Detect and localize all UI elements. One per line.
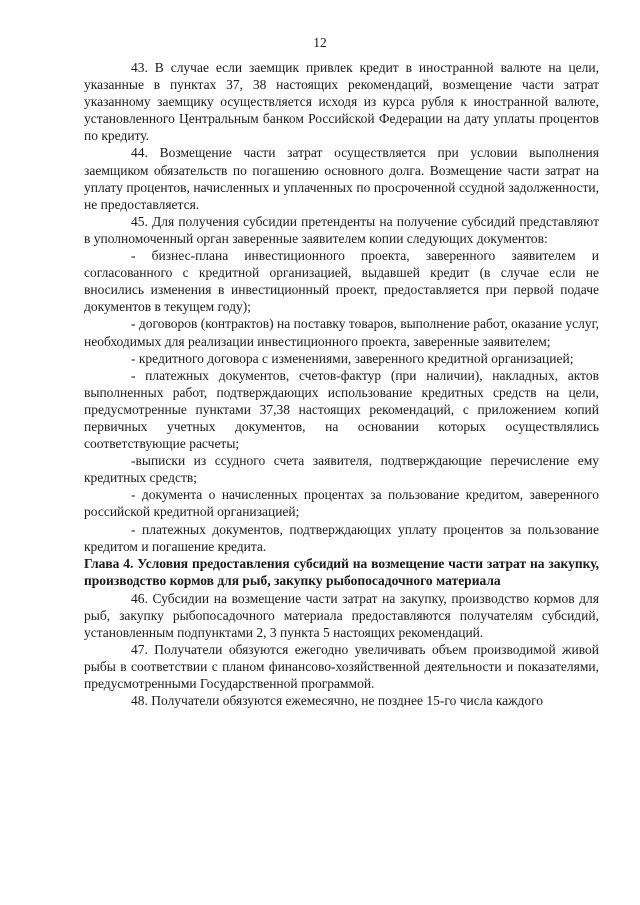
list-item-payment-documents: - платежных документов, счетов-фактур (при наличии), накладных, актов выполненных работ, подтверждающих использование кредитных средств на цели, предусмотренные пунктами 37,38 настоящих рекомендаций, с приложением копий первичных учетных документов, на основании которых осуществлялись соответствующие расчеты;: [84, 367, 599, 452]
document-body: [84, 59, 599, 709]
page-number: 12: [313, 35, 327, 50]
paragraph-43: 43. В случае если заемщик привлек кредит в иностранной валюте на цели, указанные в пунктах 37, 38 настоящих рекомендаций, возмещение части затрат указанному заемщику осуществляется исходя из курса рубля к иностранной валюте, установленного Центральным банком Российской Федерации на дату уплаты процентов по кредиту.: [84, 60, 599, 144]
paragraph-45: 45. Для получения субсидии претенденты на получение субсидий представляют в уполномоченный орган заверенные заявителем копии следующих документов:: [84, 213, 599, 246]
paragraph-46: 46. Субсидии на возмещение части затрат на закупку, производство кормов для рыб, закупку рыбопосадочного материала предоставляются получателям субсидий, установленным подпунктами 2, 3 пункта 5 настоящих рекомендаций.: [84, 590, 599, 640]
list-item-payment-confirmations: - платежных документов, подтверждающих уплату процентов за пользование кредитом и погашение кредита.: [84, 521, 599, 554]
chapter-heading: Глава 4. Условия предоставления субсидий на возмещение части затрат на закупку, производство кормов для рыб, закупку рыбопосадочного материала: [84, 555, 599, 589]
list-item-account-statements: -выписки из ссудного счета заявителя, подтверждающие перечисление ему кредитных средств;: [84, 453, 599, 486]
paragraph-47: 47. Получатели обязуются ежегодно увеличивать объем производимой живой рыбы в соответствии с планом финансово-хозяйственной деятельности и показателями, предусмотренными Государственной программой.: [84, 642, 599, 692]
paragraph-48: 48. Получатели обязуются ежемесячно, не позднее 15-го числа каждого: [131, 693, 544, 709]
list-item-contracts: - договоров (контрактов) на поставку товаров, выполнение работ, оказание услуг, необходимых для реализации инвестиционного проекта, заверенные заявителем;: [84, 316, 599, 349]
list-item-interest-document: - документа о начисленных процентах за пользование кредитом, заверенного российской кредитной организацией;: [84, 487, 599, 520]
paragraph-44: 44. Возмещение части затрат осуществляется при условии выполнения заемщиком обязательств по погашению основного долга. Возмещение части затрат на уплату процентов, начисленных и уплаченных по просроченной ссудной задолженности, не предоставляется.: [84, 145, 599, 212]
list-item-business-plan: - бизнес-плана инвестиционного проекта, заверенного заявителем и согласованного с кредитной организацией, выдавшей кредит (в случае если не вносились изменения в инвестиционный проект, предоставляется при первой подаче документов в текущем году);: [84, 248, 599, 315]
list-item-credit-agreement: - кредитного договора с изменениями, заверенного кредитной организацией;: [131, 350, 574, 366]
